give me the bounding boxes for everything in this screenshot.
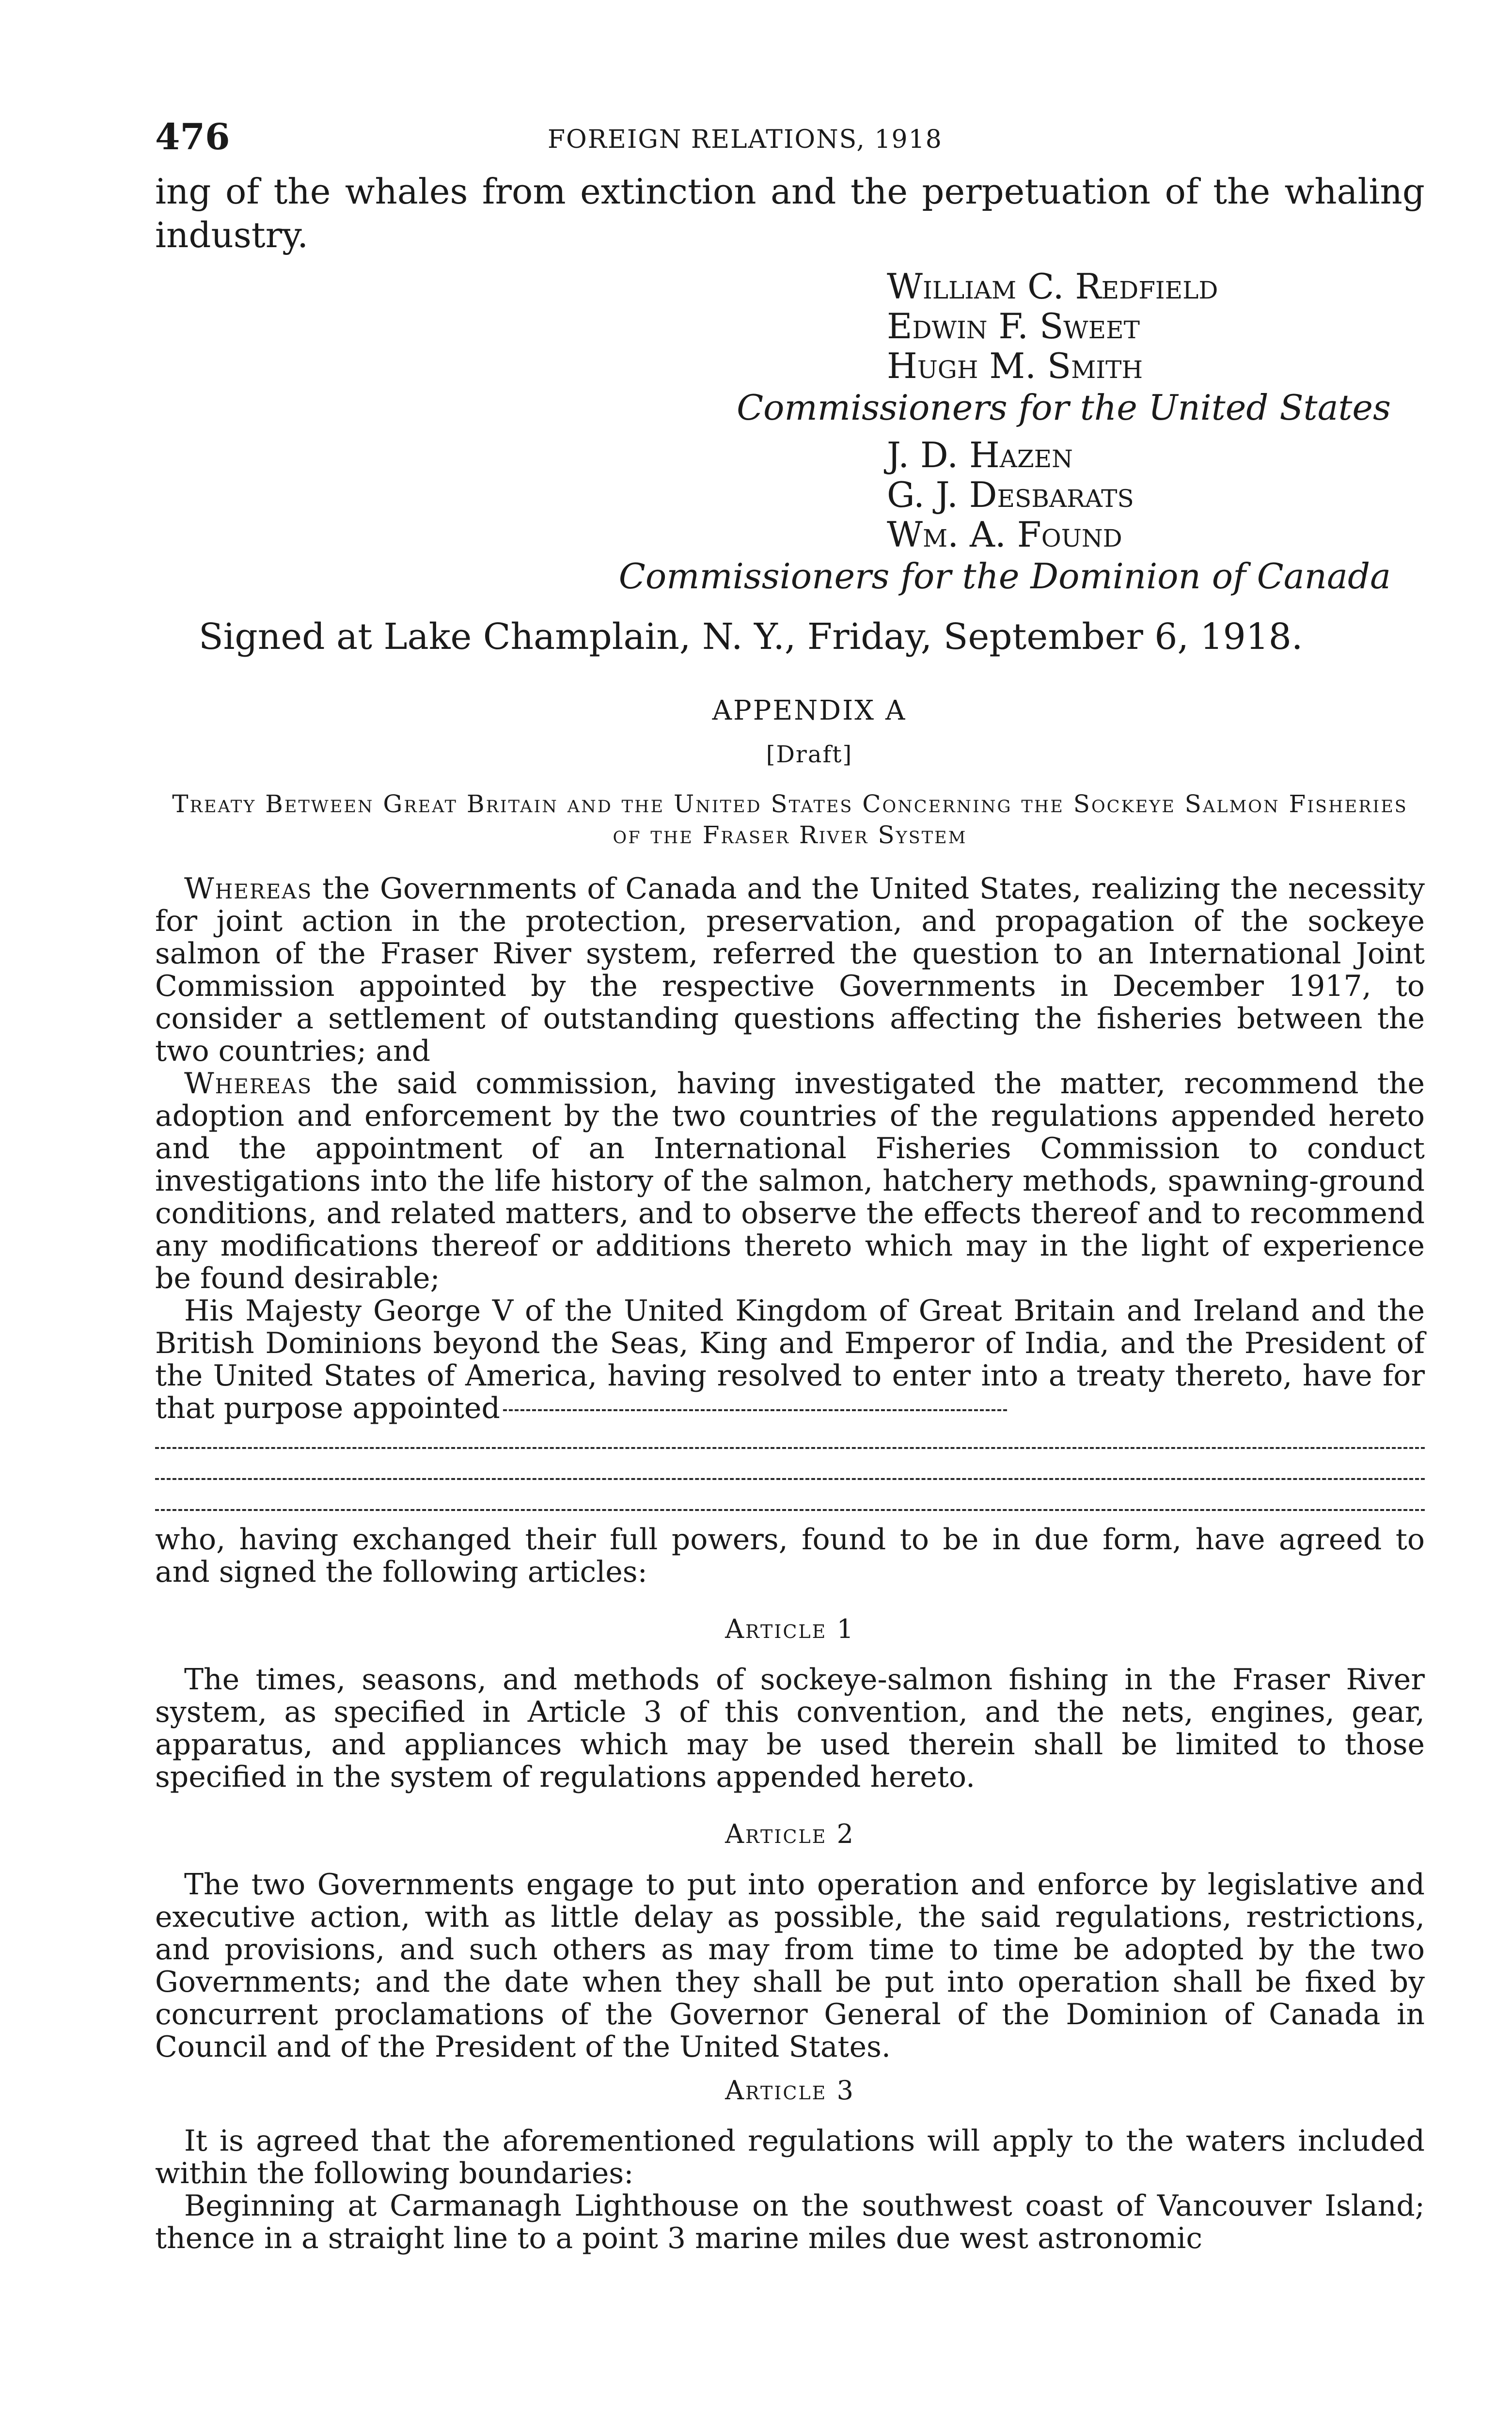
article-text: It is agreed that the aforementioned regulations will apply to the waters included within the following boundaries: (155, 2124, 1425, 2190)
blank-rule (155, 1509, 1425, 1511)
signatory-name: Hugh M. Smith (887, 346, 1143, 386)
article-heading: Article 3 (725, 2075, 855, 2106)
preamble-paragraph (155, 1295, 1425, 1425)
canada-signature-block (155, 435, 1425, 554)
opening-text: ing of the whales from extinction and the perpetuation of the whaling industry. (155, 171, 1425, 255)
signatory-name: G. J. Desbarats (887, 474, 1134, 515)
treaty-title: Treaty Between Great Britain and the United States Concerning the Sockeye Salmon Fisheries of the Fraser River System (172, 790, 1408, 849)
running-head: FOREIGN RELATIONS, 1918 (548, 125, 943, 154)
preamble-paragraph (155, 873, 1425, 1068)
document-page (155, 116, 1425, 2255)
us-commissioners-caption: Commissioners for the United States (737, 387, 1391, 428)
preamble-paragraph (155, 1068, 1425, 1295)
article-text: Beginning at Carmanagh Lighthouse on the southwest coast of Vancouver Island; thence in a straight line to a point 3 marine miles due west astronomic (155, 2189, 1425, 2255)
blank-rule (503, 1409, 1007, 1411)
preamble-paragraph: who, having exchanged their full powers, found to be in due form, have agreed to and signed the following articles: (155, 1523, 1425, 1589)
blank-rule (155, 1447, 1425, 1449)
signing-place-date: Signed at Lake Champlain, N. Y., Friday, September 6, 1918. (199, 616, 1303, 658)
us-signature-block (155, 267, 1425, 386)
article-heading: Article 1 (725, 1614, 855, 1644)
page-number: 476 (155, 116, 230, 158)
article-text: The two Governments engage to put into operation and enforce by legislative and executive action, with as little delay as possible, the said regulations, restrictions, and provisions, and such others as may from time to time be adopted by the two Governments; and the date when they shall be put into operation shall be fixed by concurrent proclamations of the Governor General of the Dominion of Canada in Council and of the President of the United States. (155, 1868, 1425, 2064)
signatory-name: Edwin F. Sweet (887, 306, 1140, 346)
paragraph-text: His Majesty George V of the United Kingdom of Great Britain and Ireland and the British Dominions beyond the Seas, King and Emperor of India, and the President of the United States of America, having resolved to enter into a treaty thereto, have for that purpose appointed (155, 1294, 1425, 1425)
paragraph-text: the Governments of Canada and the United States, realizing the necessity for joint action in the protection, preservation, and propagation of the sockeye salmon of the Fraser River system, referred the question to an International Joint Commission appointed by the respective Governments in December 1917, to consider a settlement of outstanding questions affecting the fisheries between the two countries; and (155, 872, 1425, 1068)
article-text: The times, seasons, and methods of sockeye-salmon fishing in the Fraser River system, as specified in Article 3 of this convention, and the nets, engines, gear, apparatus, and appliances which may be used therein shall be limited to those specified in the system of regulations appended hereto. (155, 1663, 1425, 1794)
signatory-name: William C. Redfield (887, 266, 1218, 307)
page-header (155, 116, 1425, 170)
whereas-lead: Whereas (184, 1067, 313, 1101)
signatory-name: J. D. Hazen (887, 435, 1073, 475)
whereas-lead: Whereas (184, 872, 313, 906)
article-heading: Article 2 (725, 1819, 855, 1849)
appendix-heading: APPENDIX A (712, 695, 907, 726)
draft-label: [Draft] (766, 741, 853, 768)
paragraph-text: the said commission, having investigated the matter, recommend the adoption and enforcement by the two countries of the regulations appended hereto and the appointment of an International Fisheries Commission to conduct investigations into the life history of the salmon, hatchery methods, spawning-ground conditions, and related matters, and to observe the effects thereof and to recommend any modifications thereof or additions thereto which may in the light of experience be found desirable; (155, 1067, 1425, 1295)
canada-commissioners-caption: Commissioners for the Dominion of Canada (618, 556, 1391, 597)
blank-rule (155, 1478, 1425, 1480)
signatory-name: Wm. A. Found (887, 514, 1122, 555)
